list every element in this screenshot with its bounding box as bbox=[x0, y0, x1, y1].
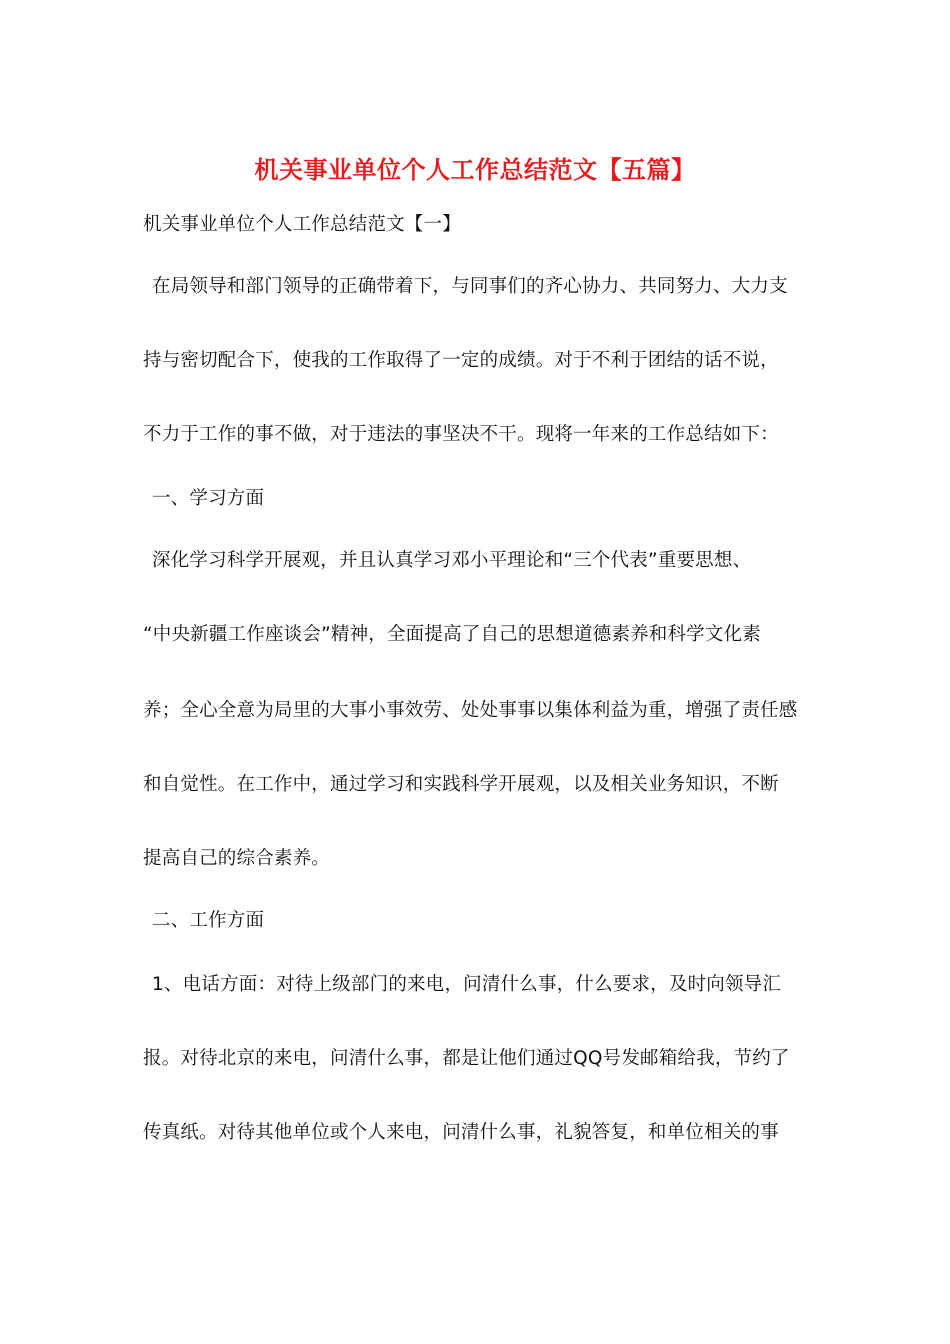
paragraph-line: 在局领导和部门领导的正确带着下，与同事们的齐心协力、共同努力、大力支 bbox=[152, 276, 788, 297]
document-title: 机关事业单位个人工作总结范文【五篇】 bbox=[254, 156, 696, 184]
paragraph-line: 1、电话方面：对待上级部门的来电，问清什么事，什么要求，及时向领导汇 bbox=[152, 974, 782, 995]
section-heading: 二、工作方面 bbox=[152, 910, 265, 931]
paragraph-line: 不力于工作的事不做，对于违法的事坚决不干。现将一年来的工作总结如下： bbox=[143, 424, 779, 445]
section-heading: 一、学习方面 bbox=[152, 488, 265, 509]
section-subtitle: 机关事业单位个人工作总结范文【一】 bbox=[143, 214, 461, 235]
paragraph-line: 传真纸。对待其他单位或个人来电，问清什么事，礼貌答复，和单位相关的事 bbox=[143, 1122, 779, 1143]
paragraph-line: 持与密切配合下，使我的工作取得了一定的成绩。对于不利于团结的话不说， bbox=[143, 350, 779, 371]
paragraph-line: 深化学习科学开展观，并且认真学习邓小平理论和“三个代表”重要思想、 bbox=[152, 550, 752, 571]
paragraph-line: 提高自己的综合素养。 bbox=[143, 848, 331, 869]
paragraph-line: “中央新疆工作座谈会”精神，全面提高了自己的思想道德素养和科学文化素 bbox=[143, 624, 761, 645]
paragraph-line: 和自觉性。在工作中，通过学习和实践科学开展观，以及相关业务知识，不断 bbox=[143, 774, 779, 795]
paragraph-line: 报。对待北京的来电，问清什么事，都是让他们通过QQ号发邮箱给我，节约了 bbox=[143, 1048, 790, 1069]
paragraph-line: 养；全心全意为局里的大事小事效劳、处处事事以集体利益为重，增强了责任感 bbox=[143, 700, 798, 721]
